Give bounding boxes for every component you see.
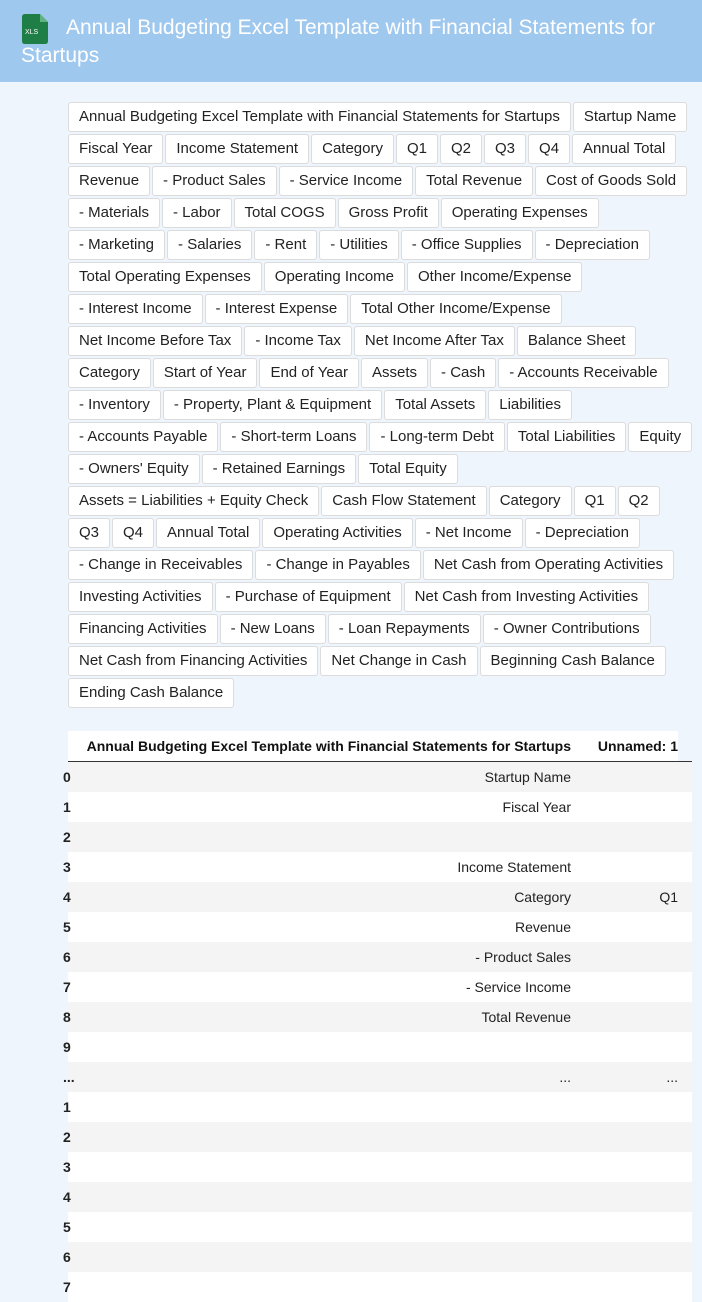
keyword-chip[interactable]: Category xyxy=(68,358,151,388)
table-cell xyxy=(579,1182,692,1212)
table-cell: Income Statement xyxy=(78,852,579,882)
keyword-chip[interactable]: - Long-term Debt xyxy=(369,422,504,452)
keyword-chip[interactable]: Annual Budgeting Excel Template with Financial Statements for Startups xyxy=(68,102,571,132)
table-row xyxy=(68,792,692,822)
keyword-chip[interactable]: Other Income/Expense xyxy=(407,262,582,292)
keyword-chip[interactable]: Net Change in Cash xyxy=(320,646,477,676)
table-cell xyxy=(579,1212,692,1242)
keyword-chip[interactable]: Startup Name xyxy=(573,102,688,132)
data-preview-table xyxy=(63,731,678,1295)
table-cell xyxy=(579,1092,692,1122)
keyword-chip[interactable]: Total Equity xyxy=(358,454,458,484)
keyword-chip[interactable]: - Inventory xyxy=(68,390,161,420)
table-cell xyxy=(78,1212,579,1242)
table-row xyxy=(68,1032,692,1062)
keyword-chip[interactable]: Operating Expenses xyxy=(441,198,599,228)
row-index-label: 4 xyxy=(63,889,71,905)
keyword-chip[interactable]: - Depreciation xyxy=(535,230,650,260)
keyword-chip[interactable]: Balance Sheet xyxy=(517,326,637,356)
keyword-chip[interactable]: - Owner Contributions xyxy=(483,614,651,644)
row-index xyxy=(63,1152,78,1182)
row-index-label: 8 xyxy=(63,1009,71,1025)
row-index-label: 3 xyxy=(63,1159,71,1175)
keyword-chip[interactable]: - Interest Expense xyxy=(205,294,349,324)
keyword-chip[interactable]: Total Operating Expenses xyxy=(68,262,262,292)
keyword-chip[interactable]: Start of Year xyxy=(153,358,258,388)
table-cell xyxy=(579,822,692,852)
keyword-chip[interactable]: End of Year xyxy=(259,358,359,388)
app-header xyxy=(0,0,702,82)
row-index xyxy=(63,762,78,793)
keyword-chip[interactable]: - Purchase of Equipment xyxy=(215,582,402,612)
table-cell: Fiscal Year xyxy=(78,792,579,822)
table-row xyxy=(68,1272,692,1302)
row-index xyxy=(63,1092,78,1122)
keyword-chip[interactable]: - Loan Repayments xyxy=(328,614,481,644)
column-header: Unnamed: 1 xyxy=(579,731,692,762)
table-row xyxy=(68,1242,692,1272)
keyword-chip[interactable]: Net Income After Tax xyxy=(354,326,515,356)
keyword-chip[interactable]: - Service Income xyxy=(279,166,414,196)
row-index xyxy=(63,882,78,912)
keyword-chip[interactable]: - Marketing xyxy=(68,230,165,260)
keyword-chip[interactable]: Q4 xyxy=(528,134,570,164)
keyword-chip[interactable]: Liabilities xyxy=(488,390,572,420)
table-row xyxy=(68,1092,692,1122)
keyword-chip[interactable]: - Accounts Payable xyxy=(68,422,218,452)
table-cell xyxy=(78,1152,579,1182)
keyword-chip-list xyxy=(68,102,698,710)
keyword-chip[interactable]: Investing Activities xyxy=(68,582,213,612)
table-header-row xyxy=(68,731,692,762)
row-index xyxy=(63,1062,78,1092)
keyword-chip[interactable]: - Net Income xyxy=(415,518,523,548)
table-cell xyxy=(579,942,692,972)
keyword-chip[interactable]: Total Liabilities xyxy=(507,422,627,452)
keyword-chip[interactable]: Fiscal Year xyxy=(68,134,163,164)
keyword-chip[interactable]: Category xyxy=(311,134,394,164)
row-index xyxy=(63,822,78,852)
row-index xyxy=(63,1032,78,1062)
keyword-chip[interactable]: Total Other Income/Expense xyxy=(350,294,561,324)
keyword-chip[interactable]: - Retained Earnings xyxy=(202,454,357,484)
row-index-label: 5 xyxy=(63,1219,71,1235)
keyword-chip[interactable]: Q2 xyxy=(618,486,660,516)
row-index xyxy=(63,1182,78,1212)
keyword-chip[interactable]: - Depreciation xyxy=(525,518,640,548)
keyword-chip[interactable]: Beginning Cash Balance xyxy=(480,646,666,676)
row-index xyxy=(63,852,78,882)
keyword-chip[interactable]: Net Cash from Investing Activities xyxy=(404,582,649,612)
keyword-chip[interactable]: Q2 xyxy=(440,134,482,164)
row-index-label: 1 xyxy=(63,1099,71,1115)
keyword-chip[interactable]: Equity xyxy=(628,422,692,452)
keyword-chip[interactable]: Financing Activities xyxy=(68,614,218,644)
row-index-label: 7 xyxy=(63,1279,71,1295)
row-index-label: 0 xyxy=(63,769,71,785)
keyword-chip[interactable]: Net Income Before Tax xyxy=(68,326,242,356)
table-cell xyxy=(579,1122,692,1152)
table-row xyxy=(68,1122,692,1152)
keyword-chip[interactable]: - New Loans xyxy=(220,614,326,644)
keyword-chip[interactable]: Ending Cash Balance xyxy=(68,678,234,708)
keyword-chip[interactable]: Assets xyxy=(361,358,428,388)
table-cell xyxy=(579,792,692,822)
keyword-chip[interactable]: - Salaries xyxy=(167,230,252,260)
table-cell xyxy=(579,762,692,793)
table-row xyxy=(68,822,692,852)
keyword-chip[interactable]: - Cash xyxy=(430,358,496,388)
row-index-label: 9 xyxy=(63,1039,71,1055)
row-index xyxy=(63,1212,78,1242)
table-cell: Category xyxy=(78,882,579,912)
row-index-label: 4 xyxy=(63,1189,71,1205)
column-header: Annual Budgeting Excel Template with Financial Statements for Startups xyxy=(78,731,579,762)
table-row xyxy=(68,852,692,882)
keyword-chip[interactable]: Operating Income xyxy=(264,262,405,292)
keyword-chip[interactable]: - Utilities xyxy=(319,230,399,260)
table-cell xyxy=(78,822,579,852)
table-cell xyxy=(78,1182,579,1212)
keyword-chip[interactable]: - Change in Payables xyxy=(255,550,420,580)
table-cell xyxy=(579,1032,692,1062)
table-cell: Startup Name xyxy=(78,762,579,793)
keyword-chip[interactable]: Net Cash from Operating Activities xyxy=(423,550,674,580)
keyword-chip[interactable]: Cost of Goods Sold xyxy=(535,166,687,196)
table-cell: ... xyxy=(78,1062,579,1092)
keyword-chip[interactable]: - Property, Plant & Equipment xyxy=(163,390,382,420)
keyword-chip[interactable]: Gross Profit xyxy=(338,198,439,228)
table-row xyxy=(68,762,692,793)
table-cell xyxy=(579,972,692,1002)
table-cell xyxy=(579,912,692,942)
keyword-chip[interactable]: Q4 xyxy=(112,518,154,548)
row-index-label: 2 xyxy=(63,1129,71,1145)
row-index-label: 6 xyxy=(63,949,71,965)
keyword-chip[interactable]: Category xyxy=(489,486,572,516)
row-index xyxy=(63,1122,78,1152)
table-cell xyxy=(579,1242,692,1272)
keyword-chip[interactable]: - Labor xyxy=(162,198,232,228)
keyword-chip[interactable]: Operating Activities xyxy=(262,518,412,548)
keyword-chip[interactable]: Total COGS xyxy=(234,198,336,228)
keyword-chip[interactable]: - Owners' Equity xyxy=(68,454,200,484)
row-index xyxy=(63,912,78,942)
table-cell: Total Revenue xyxy=(78,1002,579,1032)
table-row xyxy=(68,1002,692,1032)
keyword-chip[interactable]: - Office Supplies xyxy=(401,230,533,260)
table-row xyxy=(68,1152,692,1182)
keyword-chip[interactable]: Total Assets xyxy=(384,390,486,420)
keyword-chip[interactable]: - Short-term Loans xyxy=(220,422,367,452)
table-cell xyxy=(78,1032,579,1062)
row-index-label: 2 xyxy=(63,829,71,845)
keyword-chip[interactable]: Assets = Liabilities + Equity Check xyxy=(68,486,319,516)
table-row xyxy=(68,882,692,912)
row-index-label: 1 xyxy=(63,799,71,815)
row-index xyxy=(63,792,78,822)
keyword-chip[interactable]: - Income Tax xyxy=(244,326,352,356)
keyword-chip[interactable]: - Rent xyxy=(254,230,317,260)
table-row xyxy=(68,1212,692,1242)
keyword-chip[interactable]: Q3 xyxy=(484,134,526,164)
row-index-label: 7 xyxy=(63,979,71,995)
row-index xyxy=(63,972,78,1002)
keyword-chip[interactable]: - Product Sales xyxy=(152,166,277,196)
table-row xyxy=(68,972,692,1002)
table-cell xyxy=(78,1092,579,1122)
keyword-chip[interactable]: Net Cash from Financing Activities xyxy=(68,646,318,676)
keyword-chip[interactable]: Q1 xyxy=(396,134,438,164)
table-cell xyxy=(78,1272,579,1302)
table-cell xyxy=(579,1002,692,1032)
table-row xyxy=(68,1062,692,1092)
table-cell xyxy=(579,1152,692,1182)
row-index xyxy=(63,1242,78,1272)
table-cell xyxy=(579,852,692,882)
keyword-chip[interactable]: Cash Flow Statement xyxy=(321,486,486,516)
table-cell: - Product Sales xyxy=(78,942,579,972)
row-index-label: 3 xyxy=(63,859,71,875)
index-header xyxy=(68,731,78,762)
keyword-chip[interactable]: Income Statement xyxy=(165,134,309,164)
row-index xyxy=(63,1002,78,1032)
keyword-chip[interactable]: - Change in Receivables xyxy=(68,550,253,580)
keyword-chip[interactable]: - Interest Income xyxy=(68,294,203,324)
table-cell: - Service Income xyxy=(78,972,579,1002)
keyword-chip[interactable]: - Accounts Receivable xyxy=(498,358,668,388)
row-index-label: ... xyxy=(63,1069,75,1085)
row-index xyxy=(63,942,78,972)
table-cell xyxy=(78,1242,579,1272)
table-row xyxy=(68,942,692,972)
table-row xyxy=(68,912,692,942)
page-title: Annual Budgeting Excel Template with Financial Statements for Startups xyxy=(21,16,656,67)
table-cell xyxy=(78,1122,579,1152)
keyword-chip[interactable]: Revenue xyxy=(68,166,150,196)
table-cell xyxy=(579,1272,692,1302)
table-cell: Revenue xyxy=(78,912,579,942)
keyword-chip[interactable]: Annual Total xyxy=(156,518,260,548)
table-cell: ... xyxy=(579,1062,692,1092)
row-index-label: 6 xyxy=(63,1249,71,1265)
table-cell: Q1 xyxy=(579,882,692,912)
keyword-chip[interactable]: Q3 xyxy=(68,518,110,548)
table-row xyxy=(68,1182,692,1212)
row-index-label: 5 xyxy=(63,919,71,935)
xls-icon-label: XLS xyxy=(25,29,39,36)
keyword-chip[interactable]: Total Revenue xyxy=(415,166,533,196)
keyword-chip[interactable]: Annual Total xyxy=(572,134,676,164)
keyword-chip[interactable]: Q1 xyxy=(574,486,616,516)
keyword-chip[interactable]: - Materials xyxy=(68,198,160,228)
row-index xyxy=(63,1272,78,1302)
